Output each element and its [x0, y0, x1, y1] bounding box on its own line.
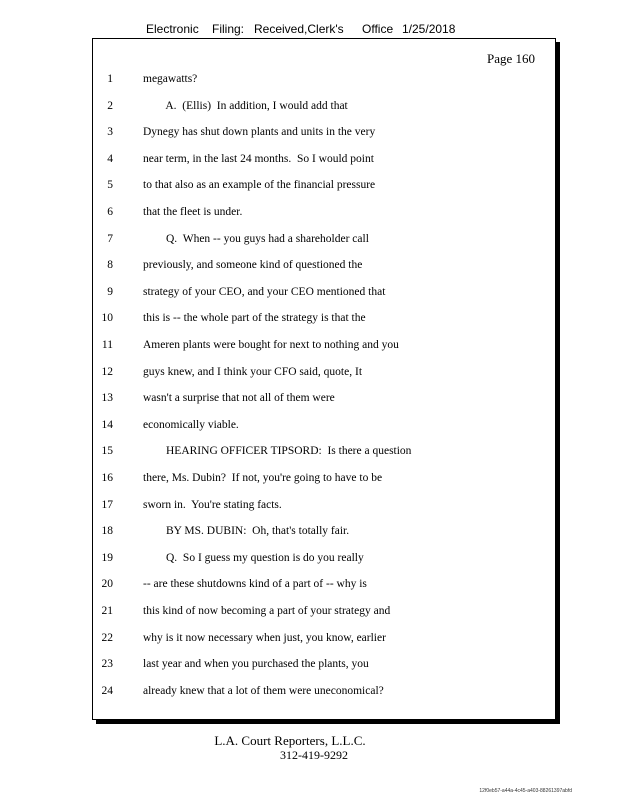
line-number: 12: [101, 365, 113, 378]
transcript-line: [93, 523, 555, 539]
footer-phone: 312-419-9292: [280, 748, 348, 762]
transcript-line: [93, 310, 555, 326]
line-number: 23: [101, 658, 113, 671]
line-number: 8: [107, 259, 113, 272]
header-office: Office: [362, 22, 394, 36]
line-number: 14: [101, 418, 113, 431]
transcript-line: [93, 284, 555, 300]
line-text: this kind of now becoming a part of your strategy and: [143, 605, 391, 617]
line-text: near term, in the last 24 months. So I would point: [143, 152, 374, 165]
line-number: 1: [107, 73, 113, 85]
line-text: wasn't a surprise that not all of them were: [143, 392, 335, 405]
line-number: 9: [107, 285, 113, 298]
transcript-line: [93, 151, 555, 167]
transcript-line: [93, 177, 555, 193]
header-date: 1/25/2018: [402, 22, 456, 36]
line-text: sworn in. You're stating facts.: [143, 498, 282, 511]
line-text: A. (Ellis) In addition, I would add that: [143, 99, 348, 112]
line-number: 11: [101, 339, 113, 351]
transcript-line: [93, 124, 555, 140]
line-number: 18: [101, 525, 113, 538]
transcript-line: [93, 257, 555, 273]
line-text: last year and when you purchased the plants, you: [143, 658, 369, 671]
transcript-page: [92, 38, 556, 720]
line-text: already knew that a lot of them were uneconomical?: [143, 684, 384, 697]
line-text: Ameren plants were bought for next to nothing and you: [143, 339, 399, 351]
line-number: 22: [101, 631, 113, 644]
header-electronic: Electronic: [146, 22, 199, 36]
transcript-line: [93, 683, 555, 699]
line-number: 17: [101, 498, 113, 511]
line-text: this is -- the whole part of the strategy is that the: [143, 312, 366, 325]
transcript-line: [93, 337, 555, 353]
line-number: 4: [107, 152, 113, 165]
line-text: strategy of your CEO, and your CEO mentioned that: [143, 285, 386, 298]
line-number: 19: [101, 551, 113, 564]
header-received: Received,Clerk's: [254, 22, 344, 36]
transcript-line: [93, 71, 555, 87]
line-text: economically viable.: [143, 418, 239, 431]
footer-company: L.A. Court Reporters, L.L.C.: [214, 733, 366, 748]
line-text: there, Ms. Dubin? If not, you're going to have to be: [143, 472, 383, 484]
line-number: 21: [101, 605, 113, 617]
transcript-line: [93, 656, 555, 672]
transcript-line: [93, 231, 555, 247]
line-text: Q. When -- you guys had a shareholder call: [143, 232, 369, 245]
line-text: to that also as an example of the financial pressure: [143, 179, 376, 192]
line-number: 7: [107, 232, 113, 245]
line-number: 13: [101, 392, 113, 405]
transcript-line: [93, 497, 555, 513]
transcript-line: [93, 550, 555, 566]
line-number: 10: [101, 312, 113, 325]
line-text: megawatts?: [143, 73, 198, 85]
line-text: HEARING OFFICER TIPSORD: Is there a question: [143, 445, 412, 458]
line-text: BY MS. DUBIN: Oh, that's totally fair.: [143, 525, 350, 538]
document-id: 12f0eb57-a44a-4c45-a403-88261397abfd: [479, 788, 572, 794]
line-text: Dynegy has shut down plants and units in the very: [143, 126, 376, 139]
transcript-line: [93, 443, 555, 459]
line-number: 16: [101, 472, 113, 484]
transcript-line: [93, 364, 555, 380]
filing-stamp-header: [0, 22, 618, 38]
line-number: 5: [107, 179, 113, 192]
line-number: 6: [107, 206, 113, 218]
transcript-line: [93, 603, 555, 619]
header-filing: Filing:: [212, 22, 245, 36]
line-text: guys knew, and I think your CFO said, quote, It: [143, 365, 363, 378]
transcript-line: [93, 417, 555, 433]
transcript-line: [93, 390, 555, 406]
line-text: why is it now necessary when just, you know, earlier: [143, 631, 386, 644]
transcript-line: [93, 98, 555, 114]
line-text: -- are these shutdowns kind of a part of -- why is: [143, 578, 367, 591]
line-text: Q. So I guess my question is do you really: [143, 551, 364, 564]
line-text: that the fleet is under.: [143, 206, 243, 218]
transcript-line: [93, 204, 555, 220]
line-text: previously, and someone kind of questioned the: [143, 259, 363, 272]
line-number: 20: [101, 578, 113, 591]
line-number: 2: [107, 99, 113, 112]
line-number: 24: [101, 684, 113, 697]
transcript-line: [93, 470, 555, 486]
line-number: 3: [107, 126, 113, 139]
line-number: 15: [101, 445, 113, 458]
transcript-line: [93, 576, 555, 592]
transcript-line: [93, 630, 555, 646]
page-number: Page 160: [486, 51, 535, 66]
